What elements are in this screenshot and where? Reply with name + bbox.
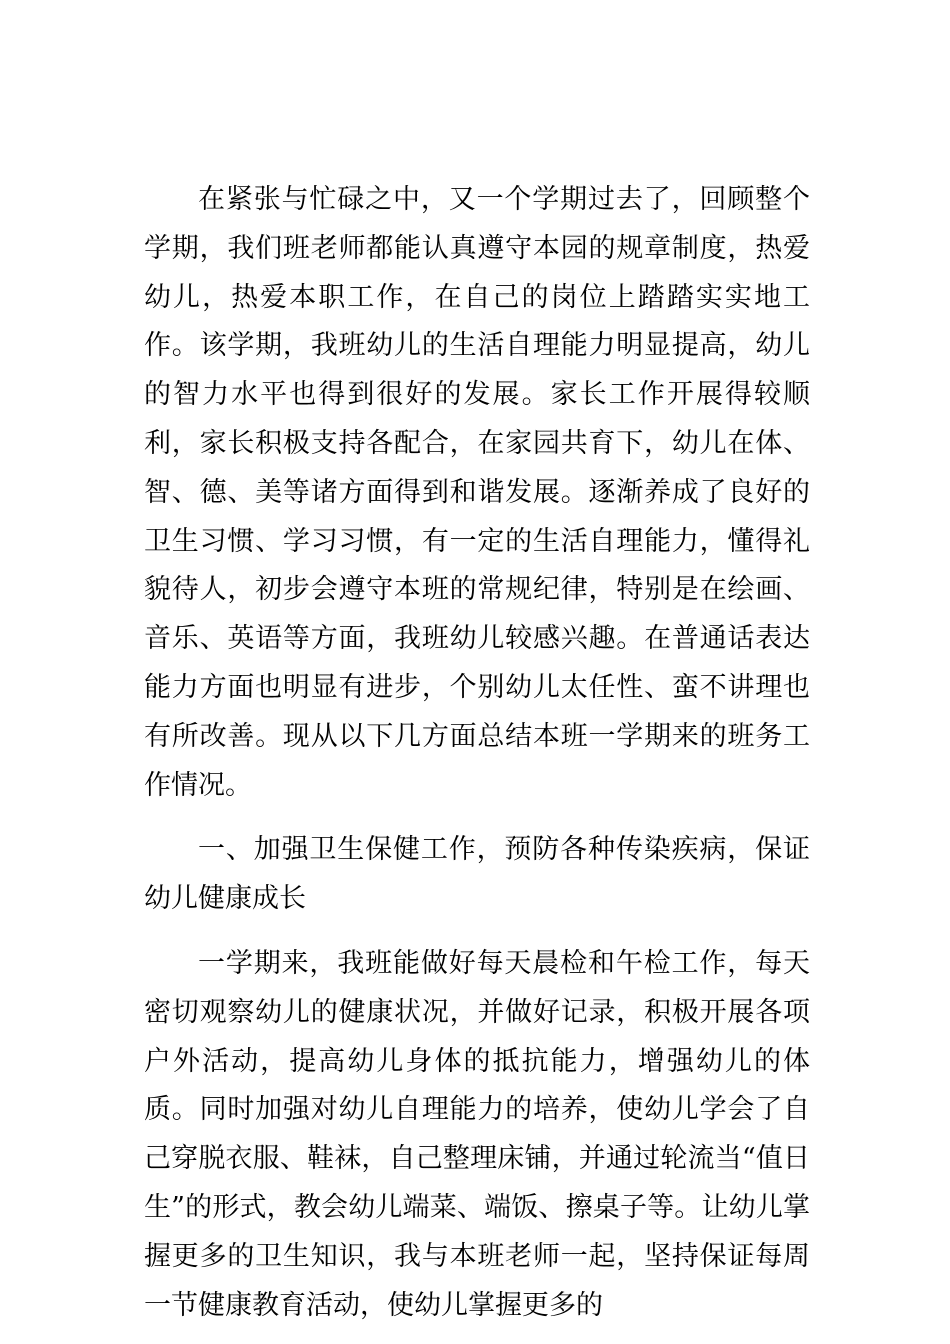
intro-paragraph: 在紧张与忙碌之中，又一个学期过去了，回顾整个学期，我们班老师都能认真遵守本园的规章制度，热爱幼儿，热爱本职工作，在自己的岗位上踏踏实实地工作。该学期，我班幼儿的生活自理能力明显提高，幼儿的智力水平也得到很好的发展。家长工作开展得较顺利，家长积极支持各配合，在家园共育下，幼儿在体、智、德、美等诸方面得到和谐发展。逐渐养成了良好的卫生习惯、学习习惯，有一定的生活自理能力，懂得礼貌待人，初步会遵守本班的常规纪律，特别是在绘画、音乐、英语等方面，我班幼儿较感兴趣。在普通话表达能力方面也明显有进步，个别幼儿太任性、蛮不讲理也有所改善。现从以下几方面总结本班一学期来的班务工作情况。 — [144, 184, 810, 801]
section-1-paragraph: 一学期来，我班能做好每天晨检和午检工作，每天密切观察幼儿的健康状况，并做好记录，积极开展各项户外活动，提高幼儿身体的抵抗能力，增强幼儿的体质。同时加强对幼儿自理能力的培养，使幼儿学会了自己穿脱衣服、鞋袜，自己整理床铺，并通过轮流当“值日生”的形式，教会幼儿端菜、端饭、擦桌子等。让幼儿掌握更多的卫生知识，我与本班老师一起，坚持保证每周一节健康教育活动，使幼儿掌握更多的 — [144, 947, 810, 1321]
document-body — [144, 176, 810, 1330]
section-heading-1: 一、加强卫生保健工作，预防各种传染疾病，保证幼儿健康成长 — [144, 834, 810, 915]
